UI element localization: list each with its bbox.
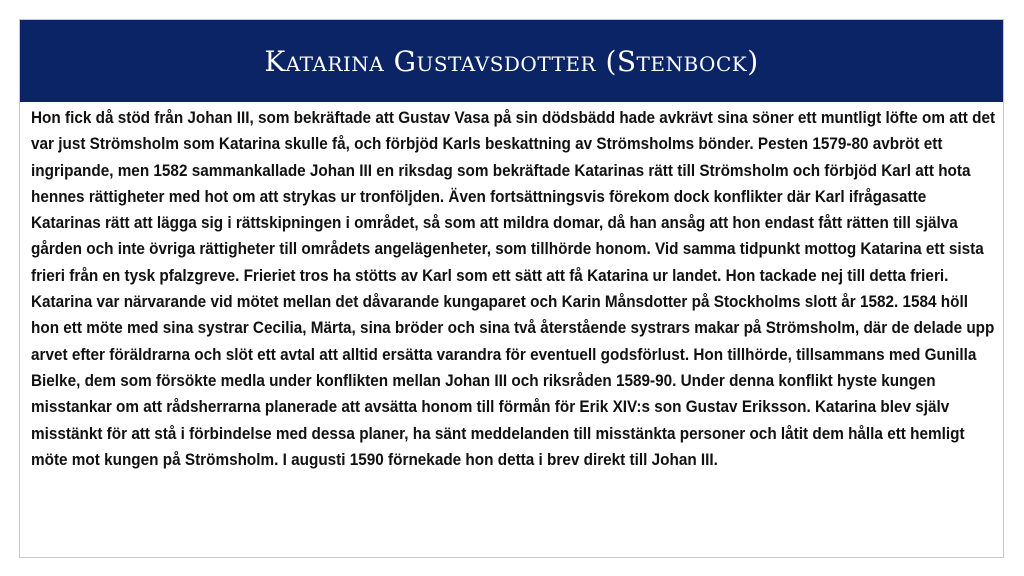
slide-body [31, 105, 996, 473]
body-paragraph-2: Katarina var närvarande vid mötet mellan det dåvarande kungaparet och Karin Månsdotter på Stockholms slott år 1582. 1584 höll hon ett möte med sina systrar Cecilia, Märta, sina bröder och sina två återstående systrars makar på Strömsholm, där de delade upp arvet efter föräldrarna och slöt ett avtal att alltid ersätta varandra för eventuell godsförlust. Hon tillhörde, tillsammans med Gunilla Bielke, dem som försökte medla under konflikten mellan Johan III och riksråden 1589-90. Under denna konflikt hyste kungen misstankar om att rådsherrarna planerade att avsätta honom till förmån för Erik XIV:s son Gustav Eriksson. Katarina blev själv misstänkt för att stå i förbindelse med dessa planer, ha sänt meddelanden till misstänkta personer och låtit dem hålla ett hemligt möte mot kungen på Strömsholm. I augusti 1590 förnekade hon detta i brev direkt till Johan III. [31, 292, 995, 469]
slide-frame [19, 19, 1004, 558]
title-banner [20, 20, 1003, 102]
body-paragraph-1: Hon fick då stöd från Johan III, som bekräftade att Gustav Vasa på sin dödsbädd hade avkrävt sina söner ett muntligt löfte om att det var just Strömsholm som Katarina skulle få, och förbjöd Karls beskattning av Strömsholms bönder. Pesten 1579-80 avbröt ett ingripande, men 1582 sammankallade Johan III en riksdag som bekräftade Katarinas rätt till Strömsholm och förbjöd Karl att hota hennes rättigheter med hot om att strykas ur tronföljden. Även fortsättningsvis förekom dock konflikter där Karl ifrågasatte Katarinas rätt att lägga sig i rättskipningen i området, så som att mildra domar, då han ansåg att hon endast fått rätten till själva gården och inte övriga rättigheter till områdets angelägenheter, som tillhörde honom. Vid samma tidpunkt mottog Katarina ett sista frieri från en tysk pfalzgreve. Frieriet tros ha stötts av Karl som ett sätt att få Katarina ur landet. Hon tackade nej till detta frieri. [31, 108, 996, 285]
slide-title: Katarina Gustavsdotter (Stenbock) [264, 44, 759, 78]
